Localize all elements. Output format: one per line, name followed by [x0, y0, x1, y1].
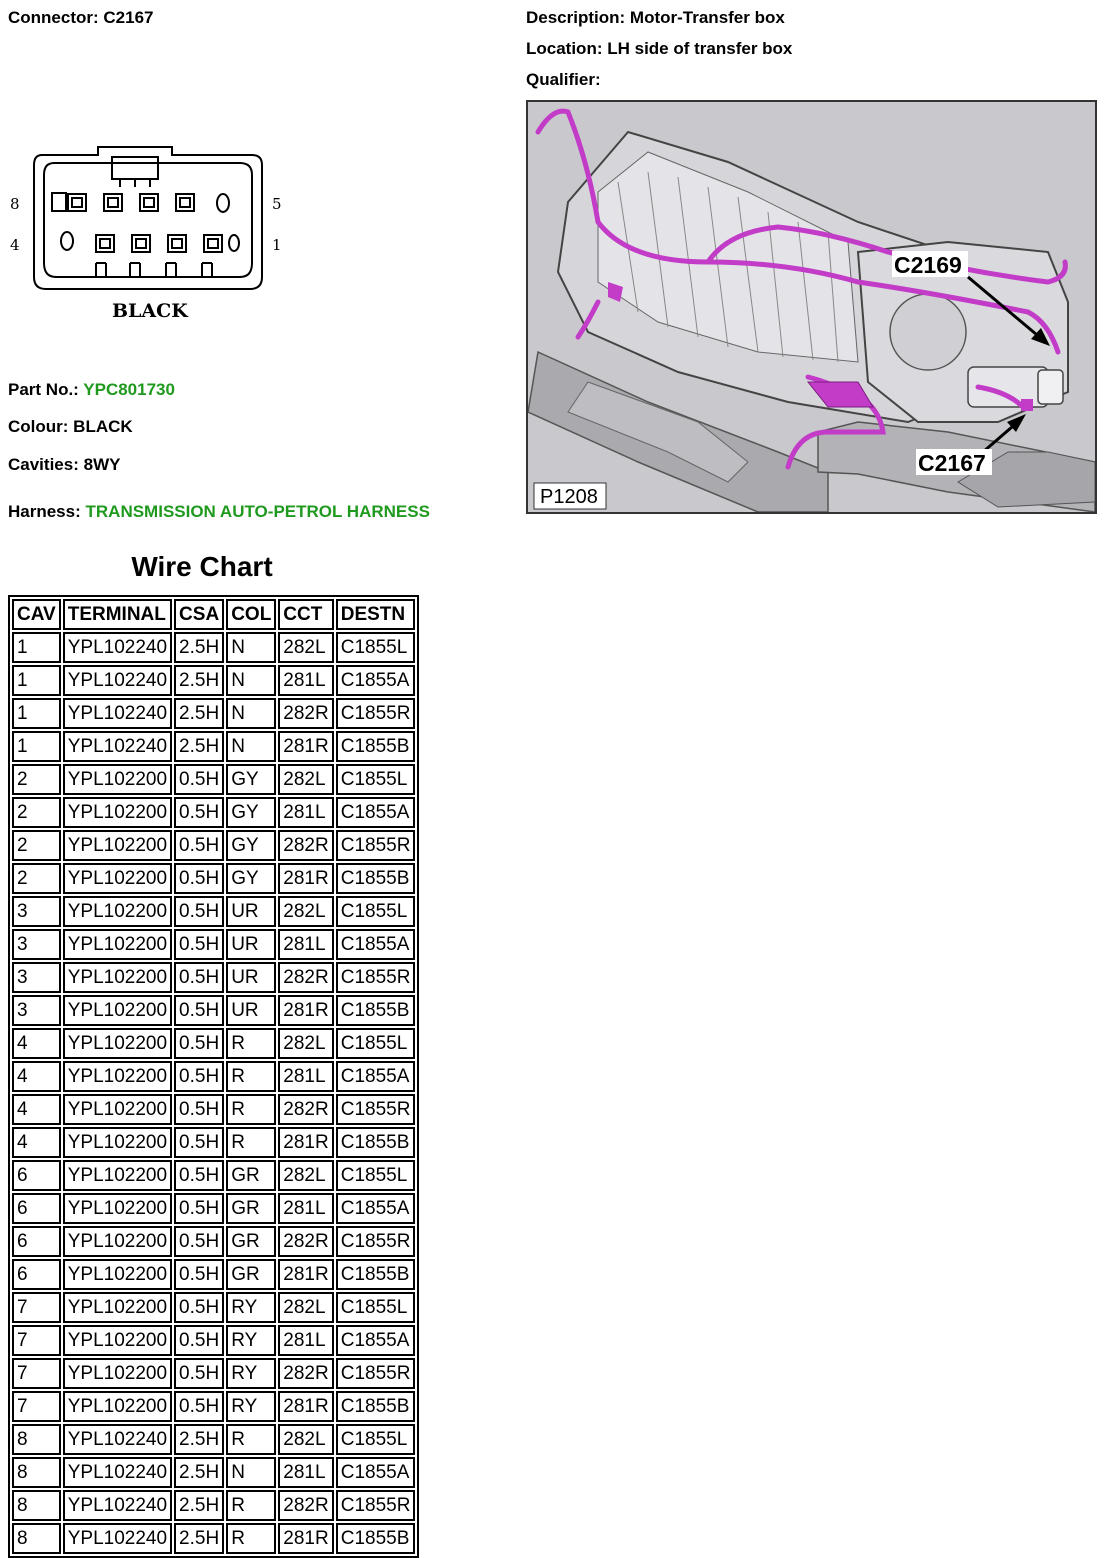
wire-chart-table: [8, 595, 419, 1558]
cell-col: UR: [226, 995, 276, 1026]
cell-cav: 1: [12, 665, 61, 696]
cell-cav: 1: [12, 731, 61, 762]
col-header-terminal: TERMINAL: [63, 599, 172, 630]
cell-cav: 6: [12, 1259, 61, 1290]
harness-link[interactable]: TRANSMISSION AUTO-PETROL HARNESS: [85, 502, 430, 521]
cell-destn: C1855R: [336, 698, 416, 729]
cell-cav: 3: [12, 995, 61, 1026]
cell-destn: C1855L: [336, 1160, 416, 1191]
table-row: [12, 995, 415, 1026]
table-row: [12, 1523, 415, 1554]
cell-col: R: [226, 1028, 276, 1059]
cell-col: GY: [226, 797, 276, 828]
cell-cct: 282R: [278, 1490, 333, 1521]
table-row: [12, 1358, 415, 1389]
cell-csa: 0.5H: [174, 1325, 224, 1356]
cell-col: RY: [226, 1358, 276, 1389]
table-row: [12, 1424, 415, 1455]
table-row: [12, 863, 415, 894]
description-line: [526, 8, 785, 28]
cell-col: UR: [226, 962, 276, 993]
table-row: [12, 632, 415, 663]
cell-col: GR: [226, 1259, 276, 1290]
cell-terminal: YPL102200: [63, 1193, 172, 1224]
cell-csa: 2.5H: [174, 731, 224, 762]
table-row: [12, 1325, 415, 1356]
pin-label-5: 5: [272, 195, 282, 213]
cell-csa: 0.5H: [174, 764, 224, 795]
figure-id-label: P1208: [540, 486, 598, 508]
connector-value: C2167: [103, 8, 154, 27]
cell-cav: 8: [12, 1490, 61, 1521]
cell-destn: C1855L: [336, 764, 416, 795]
cell-col: GY: [226, 764, 276, 795]
wire-chart-header-row: [12, 599, 415, 630]
wire-chart-body: [12, 632, 415, 1554]
colour-value: BLACK: [73, 417, 133, 436]
colour-label: Colour:: [8, 417, 69, 436]
cell-terminal: YPL102200: [63, 1028, 172, 1059]
col-header-destn: DESTN: [336, 599, 416, 630]
table-row: [12, 797, 415, 828]
table-row: [12, 1391, 415, 1422]
cell-destn: C1855A: [336, 1325, 416, 1356]
cell-cav: 2: [12, 830, 61, 861]
cell-cav: 4: [12, 1094, 61, 1125]
cell-destn: C1855B: [336, 1523, 416, 1554]
cell-terminal: YPL102200: [63, 1292, 172, 1323]
cell-terminal: YPL102200: [63, 962, 172, 993]
cell-csa: 0.5H: [174, 863, 224, 894]
cell-terminal: YPL102200: [63, 1127, 172, 1158]
cell-cav: 8: [12, 1424, 61, 1455]
cell-terminal: YPL102200: [63, 1094, 172, 1125]
table-row: [12, 764, 415, 795]
cell-cct: 282R: [278, 1358, 333, 1389]
harness-label: Harness:: [8, 502, 81, 521]
cell-cct: 281R: [278, 863, 333, 894]
cell-cav: 8: [12, 1523, 61, 1554]
cell-col: R: [226, 1127, 276, 1158]
cell-terminal: YPL102200: [63, 1160, 172, 1191]
cell-terminal: YPL102240: [63, 698, 172, 729]
pin-label-8: 8: [10, 195, 20, 213]
cell-col: RY: [226, 1391, 276, 1422]
connector-face-diagram: [0, 135, 300, 330]
cell-cct: 282R: [278, 698, 333, 729]
cell-col: N: [226, 665, 276, 696]
table-row: [12, 1061, 415, 1092]
callout-c2167: C2167: [918, 450, 986, 476]
cell-cav: 6: [12, 1226, 61, 1257]
connector-label: Connector:: [8, 8, 99, 27]
cavities-line: [8, 455, 120, 475]
location-line: [526, 39, 792, 59]
cell-cct: 282L: [278, 1160, 333, 1191]
cell-col: R: [226, 1424, 276, 1455]
table-row: [12, 1193, 415, 1224]
cell-terminal: YPL102200: [63, 929, 172, 960]
col-header-cct: CCT: [278, 599, 333, 630]
cell-cav: 7: [12, 1292, 61, 1323]
colour-line: [8, 417, 133, 437]
description-value: Motor-Transfer box: [629, 8, 785, 27]
cell-col: UR: [226, 896, 276, 927]
cell-terminal: YPL102240: [63, 632, 172, 663]
cell-csa: 0.5H: [174, 1292, 224, 1323]
cell-csa: 0.5H: [174, 995, 224, 1026]
qualifier-line: [526, 70, 601, 90]
cell-cct: 281L: [278, 1193, 333, 1224]
cell-destn: C1855L: [336, 1028, 416, 1059]
cell-terminal: YPL102240: [63, 1523, 172, 1554]
cell-terminal: YPL102200: [63, 1358, 172, 1389]
cell-cct: 282L: [278, 1424, 333, 1455]
cell-csa: 0.5H: [174, 929, 224, 960]
cell-cav: 7: [12, 1325, 61, 1356]
table-row: [12, 1160, 415, 1191]
cell-cct: 281L: [278, 1325, 333, 1356]
cell-csa: 0.5H: [174, 1160, 224, 1191]
cell-destn: C1855A: [336, 1193, 416, 1224]
cell-cct: 281L: [278, 1457, 333, 1488]
table-row: [12, 896, 415, 927]
cell-terminal: YPL102200: [63, 863, 172, 894]
cell-col: R: [226, 1490, 276, 1521]
cell-col: GY: [226, 863, 276, 894]
cell-cav: 6: [12, 1160, 61, 1191]
table-row: [12, 929, 415, 960]
cell-destn: C1855L: [336, 1424, 416, 1455]
transfer-box-location-illustration: [526, 100, 1097, 514]
cell-destn: C1855B: [336, 1391, 416, 1422]
cell-cct: 281L: [278, 1061, 333, 1092]
cell-csa: 0.5H: [174, 1358, 224, 1389]
cell-terminal: YPL102200: [63, 1325, 172, 1356]
col-header-csa: CSA: [174, 599, 224, 630]
cell-cct: 282R: [278, 1226, 333, 1257]
cell-terminal: YPL102200: [63, 1226, 172, 1257]
cell-cct: 282R: [278, 830, 333, 861]
cell-col: RY: [226, 1292, 276, 1323]
cell-col: R: [226, 1523, 276, 1554]
cell-destn: C1855B: [336, 863, 416, 894]
table-row: [12, 665, 415, 696]
col-header-cav: CAV: [12, 599, 61, 630]
cell-col: GY: [226, 830, 276, 861]
cell-cct: 282L: [278, 1028, 333, 1059]
cell-csa: 2.5H: [174, 1490, 224, 1521]
cell-cav: 2: [12, 797, 61, 828]
description-label: Description:: [526, 8, 626, 27]
cell-destn: C1855R: [336, 1490, 416, 1521]
table-row: [12, 1259, 415, 1290]
cell-cav: 1: [12, 632, 61, 663]
cell-terminal: YPL102200: [63, 830, 172, 861]
cell-destn: C1855R: [336, 1358, 416, 1389]
cell-col: N: [226, 698, 276, 729]
cell-cct: 281R: [278, 1391, 333, 1422]
qualifier-label: Qualifier:: [526, 70, 601, 89]
cell-destn: C1855A: [336, 797, 416, 828]
cell-col: UR: [226, 929, 276, 960]
cell-cct: 281L: [278, 797, 333, 828]
part-no-link[interactable]: YPC801730: [83, 380, 175, 399]
cell-cav: 6: [12, 1193, 61, 1224]
cell-csa: 0.5H: [174, 797, 224, 828]
table-row: [12, 962, 415, 993]
wire-chart-title: Wire Chart: [131, 551, 273, 582]
cell-destn: C1855L: [336, 896, 416, 927]
table-row: [12, 1226, 415, 1257]
table-row: [12, 830, 415, 861]
cell-cav: 2: [12, 863, 61, 894]
cell-cct: 282L: [278, 764, 333, 795]
cell-cct: 281R: [278, 1259, 333, 1290]
cell-destn: C1855L: [336, 1292, 416, 1323]
cell-cav: 3: [12, 929, 61, 960]
table-row: [12, 1094, 415, 1125]
cell-csa: 2.5H: [174, 1457, 224, 1488]
table-row: [12, 731, 415, 762]
cell-terminal: YPL102240: [63, 731, 172, 762]
cell-cav: 2: [12, 764, 61, 795]
cell-destn: C1855L: [336, 632, 416, 663]
cell-cct: 282R: [278, 962, 333, 993]
cell-cct: 282L: [278, 1292, 333, 1323]
cell-terminal: YPL102240: [63, 1457, 172, 1488]
cell-csa: 0.5H: [174, 1061, 224, 1092]
table-row: [12, 1490, 415, 1521]
table-row: [12, 1127, 415, 1158]
cell-cct: 282L: [278, 632, 333, 663]
cell-cav: 4: [12, 1061, 61, 1092]
cell-terminal: YPL102240: [63, 665, 172, 696]
cell-cav: 3: [12, 962, 61, 993]
table-row: [12, 1028, 415, 1059]
cell-cct: 281L: [278, 665, 333, 696]
cell-cct: 281L: [278, 929, 333, 960]
callout-c2169: C2169: [894, 252, 962, 278]
cell-cct: 281R: [278, 1523, 333, 1554]
cell-cct: 281R: [278, 1127, 333, 1158]
cell-destn: C1855B: [336, 995, 416, 1026]
cell-terminal: YPL102200: [63, 896, 172, 927]
cell-terminal: YPL102200: [63, 797, 172, 828]
cell-cav: 3: [12, 896, 61, 927]
cell-cav: 4: [12, 1028, 61, 1059]
cell-col: GR: [226, 1193, 276, 1224]
cell-cct: 282L: [278, 896, 333, 927]
cell-csa: 2.5H: [174, 1424, 224, 1455]
cell-destn: C1855R: [336, 1094, 416, 1125]
cell-terminal: YPL102200: [63, 764, 172, 795]
cell-destn: C1855A: [336, 1457, 416, 1488]
cell-terminal: YPL102200: [63, 1259, 172, 1290]
cell-csa: 0.5H: [174, 1226, 224, 1257]
location-value: LH side of transfer box: [607, 39, 793, 58]
connector-colour-caption: BLACK: [112, 300, 188, 322]
cell-terminal: YPL102240: [63, 1490, 172, 1521]
table-row: [12, 1457, 415, 1488]
cell-col: GR: [226, 1160, 276, 1191]
cell-terminal: YPL102200: [63, 1391, 172, 1422]
cavities-label: Cavities:: [8, 455, 79, 474]
cell-destn: C1855R: [336, 1226, 416, 1257]
harness-line: [8, 502, 430, 522]
cavities-value: 8WY: [83, 455, 121, 474]
col-header-col: COL: [226, 599, 276, 630]
cell-csa: 0.5H: [174, 896, 224, 927]
cell-destn: C1855B: [336, 731, 416, 762]
cell-cav: 7: [12, 1358, 61, 1389]
cell-destn: C1855R: [336, 830, 416, 861]
cell-cct: 281R: [278, 731, 333, 762]
cell-csa: 0.5H: [174, 1259, 224, 1290]
cell-col: R: [226, 1094, 276, 1125]
cell-col: N: [226, 632, 276, 663]
part-no-label: Part No.:: [8, 380, 79, 399]
cell-csa: 2.5H: [174, 665, 224, 696]
cell-col: R: [226, 1061, 276, 1092]
cell-cct: 281R: [278, 995, 333, 1026]
cell-destn: C1855A: [336, 929, 416, 960]
cell-csa: 2.5H: [174, 632, 224, 663]
cell-csa: 0.5H: [174, 830, 224, 861]
cell-terminal: YPL102200: [63, 995, 172, 1026]
part-no-line: [8, 380, 175, 400]
location-label: Location:: [526, 39, 603, 58]
cell-cav: 1: [12, 698, 61, 729]
cell-csa: 0.5H: [174, 1028, 224, 1059]
cell-csa: 2.5H: [174, 1523, 224, 1554]
cell-csa: 2.5H: [174, 698, 224, 729]
cell-destn: C1855A: [336, 665, 416, 696]
cell-csa: 0.5H: [174, 1193, 224, 1224]
cell-terminal: YPL102240: [63, 1424, 172, 1455]
cell-destn: C1855B: [336, 1259, 416, 1290]
cell-destn: C1855B: [336, 1127, 416, 1158]
cell-cct: 282R: [278, 1094, 333, 1125]
cell-col: GR: [226, 1226, 276, 1257]
table-row: [12, 1292, 415, 1323]
cell-cav: 7: [12, 1391, 61, 1422]
cell-terminal: YPL102200: [63, 1061, 172, 1092]
cell-col: N: [226, 1457, 276, 1488]
cell-destn: C1855A: [336, 1061, 416, 1092]
cell-cav: 8: [12, 1457, 61, 1488]
connector-line: [8, 8, 154, 28]
cell-csa: 0.5H: [174, 1127, 224, 1158]
cell-destn: C1855R: [336, 962, 416, 993]
cell-col: RY: [226, 1325, 276, 1356]
cell-csa: 0.5H: [174, 1391, 224, 1422]
table-row: [12, 698, 415, 729]
pin-label-4: 4: [10, 236, 20, 254]
cell-col: N: [226, 731, 276, 762]
pin-label-1: 1: [272, 236, 282, 254]
cell-csa: 0.5H: [174, 962, 224, 993]
cell-cav: 4: [12, 1127, 61, 1158]
cell-csa: 0.5H: [174, 1094, 224, 1125]
